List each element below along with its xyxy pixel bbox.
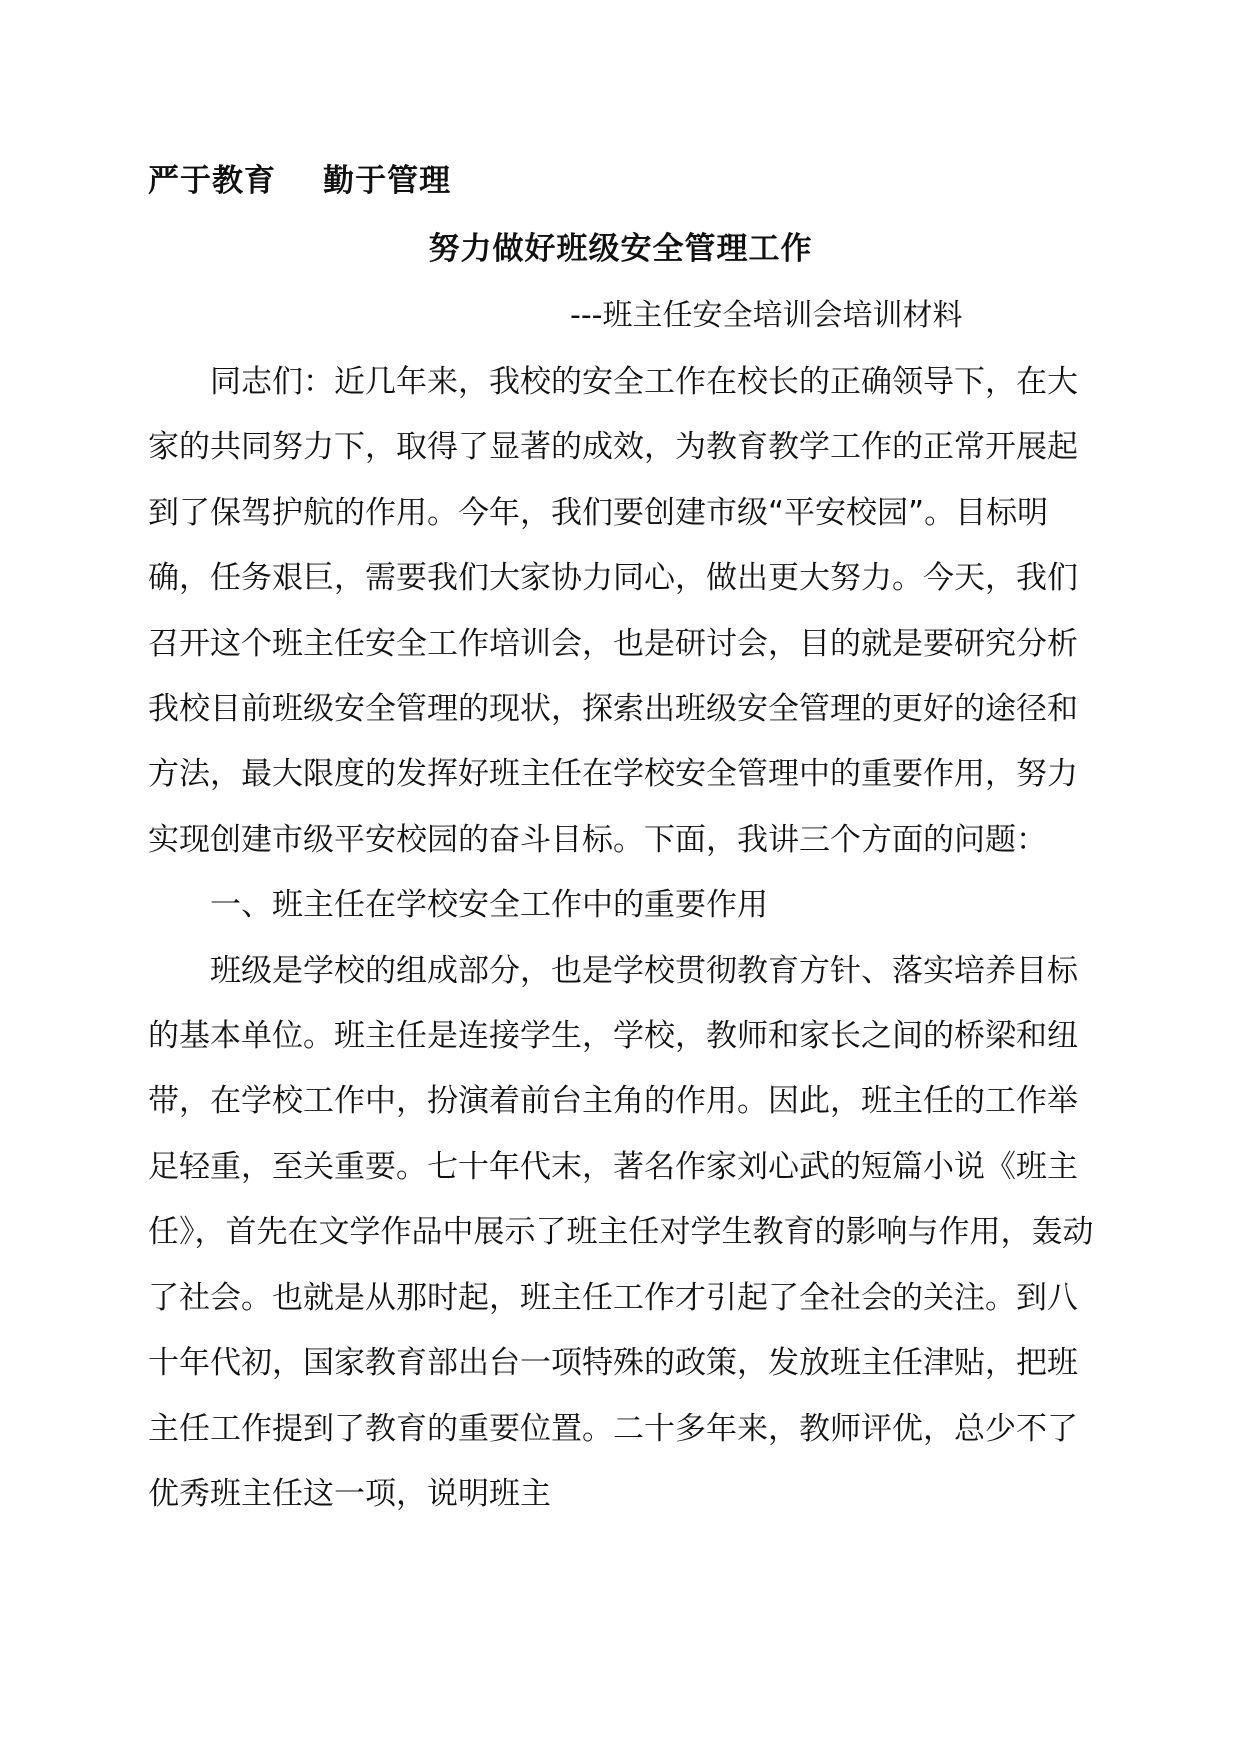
paragraph-section-1: 班级是学校的组成部分，也是学校贯彻教育方针、落实培养目标的基本单位。班主任是连接学生，学校，教师和家长之间的桥梁和纽带，在学校工作中，扮演着前台主角的作用。因此，班主任的工作举足轻重，至关重要。七十年代末，著名作家刘心武的短篇小说《班主任》，首先在文学作品中展示了班主任对学生教育的影响与作用，轰动了社会。也就是从那时起，班主任工作才引起了全社会的关注。到八十年代初，国家教育部出台一项特殊的政策，发放班主任津贴，把班主任工作提到了教育的重要位置。二十多年来，教师评优，总少不了优秀班主任这一项，说明班主 (148, 952, 1094, 1512)
document-title: 努力做好班级安全管理工作 (428, 231, 813, 267)
document-subtitle: ---班主任安全培训会培训材料 (570, 298, 963, 333)
header-motto: 严于教育 勤于管理 (148, 163, 452, 199)
paragraph-opening: 同志们：近几年来，我校的安全工作在校长的正确领导下，在大家的共同努力下，取得了显著的成效，为教育教学工作的正常开展起到了保驾护航的作用。今年，我们要创建市级“平安校园”。目标明确，任务艰巨，需要我们大家协力同心，做出更大努力。今天，我们召开这个班主任安全工作培训会，也是研讨会，目的就是要研究分析我校目前班级安全管理的现状，探索出班级安全管理的更好的途径和方法，最大限度的发挥好班主任在学校安全管理中的重要作用，努力实现创建市级平安校园的奋斗目标。下面，我讲三个方面的问题： (148, 364, 1078, 858)
document-body (148, 350, 1108, 1527)
section-heading-1: 一、班主任在学校安全工作中的重要作用 (210, 887, 768, 924)
